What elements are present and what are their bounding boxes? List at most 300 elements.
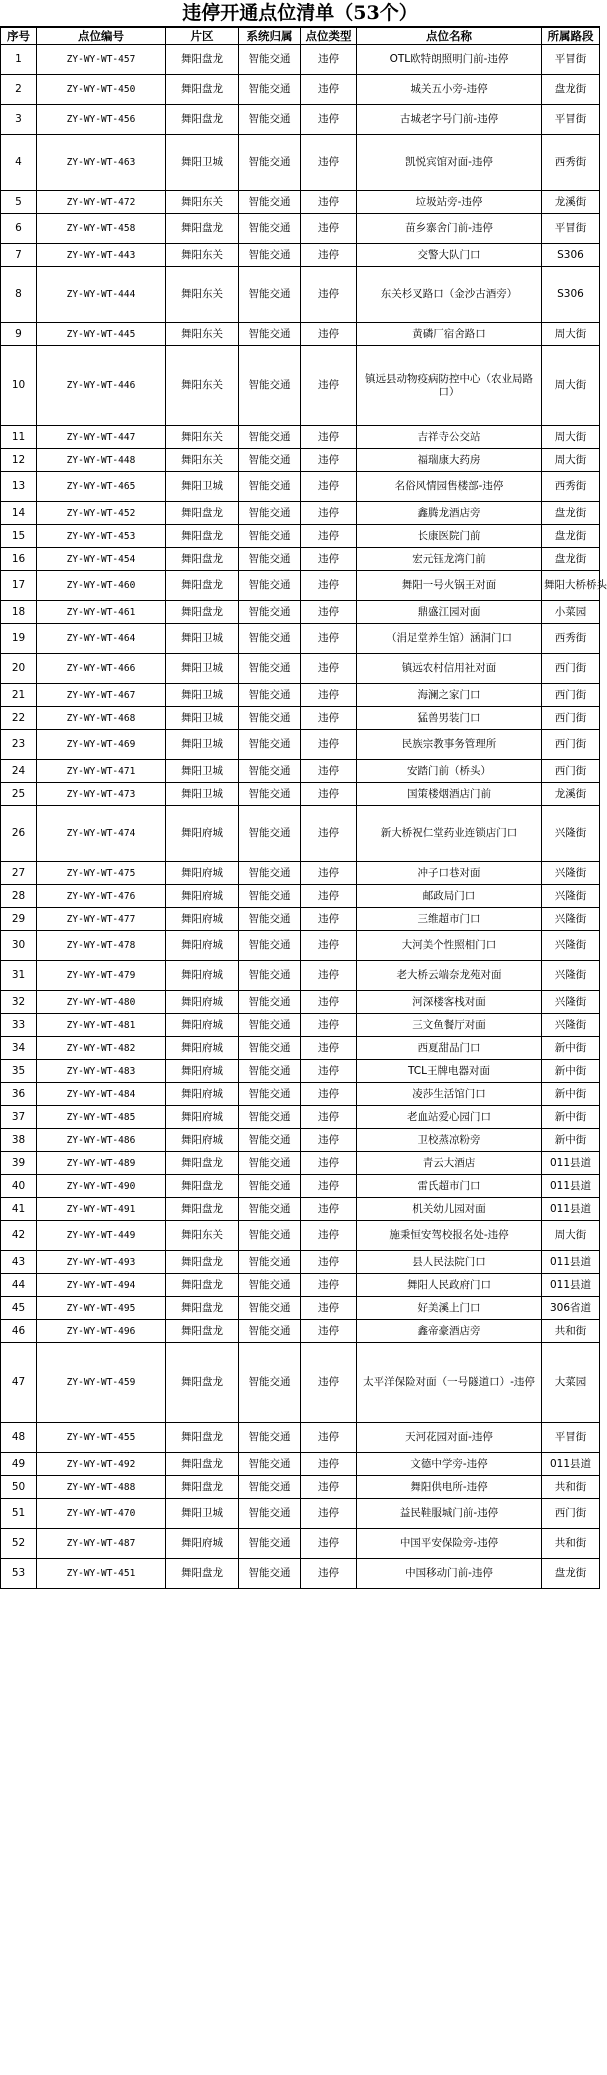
table-row	[1, 45, 600, 75]
cell-system: 智能交通	[239, 323, 301, 346]
cell-type: 违停	[301, 1423, 357, 1453]
header-area: 片区	[166, 28, 239, 45]
cell-area: 舞阳盘龙	[166, 45, 239, 75]
table-row	[1, 991, 600, 1014]
cell-road: 周大街	[542, 1221, 600, 1251]
cell-area: 舞阳府城	[166, 1014, 239, 1037]
cell-code: ZY-WY-WT-474	[37, 806, 166, 862]
cell-system: 智能交通	[239, 1251, 301, 1274]
cell-no: 20	[1, 654, 37, 684]
cell-type: 违停	[301, 472, 357, 502]
cell-no: 34	[1, 1037, 37, 1060]
cell-area: 舞阳盘龙	[166, 1274, 239, 1297]
cell-name: 镇远县动物疫病防控中心（农业局路口）	[357, 346, 542, 426]
cell-no: 51	[1, 1499, 37, 1529]
cell-name: 新大桥祝仁堂药业连锁店门口	[357, 806, 542, 862]
cell-system: 智能交通	[239, 908, 301, 931]
table-row	[1, 1297, 600, 1320]
cell-road: 舞阳大桥桥头	[542, 571, 600, 601]
cell-no: 27	[1, 862, 37, 885]
cell-area: 舞阳东关	[166, 244, 239, 267]
cell-no: 19	[1, 624, 37, 654]
cell-type: 违停	[301, 1129, 357, 1152]
cell-system: 智能交通	[239, 1106, 301, 1129]
cell-system: 智能交通	[239, 1152, 301, 1175]
cell-name: 鑫帝豪酒店旁	[357, 1320, 542, 1343]
cell-area: 舞阳盘龙	[166, 105, 239, 135]
cell-road: 周大街	[542, 323, 600, 346]
cell-area: 舞阳府城	[166, 931, 239, 961]
cell-code: ZY-WY-WT-479	[37, 961, 166, 991]
table-row	[1, 1129, 600, 1152]
cell-type: 违停	[301, 1060, 357, 1083]
cell-type: 违停	[301, 267, 357, 323]
header-system: 系统归属	[239, 28, 301, 45]
cell-no: 24	[1, 760, 37, 783]
cell-area: 舞阳盘龙	[166, 1559, 239, 1589]
cell-no: 47	[1, 1343, 37, 1423]
cell-road: 平冒街	[542, 45, 600, 75]
cell-code: ZY-WY-WT-466	[37, 654, 166, 684]
header-no: 序号	[1, 28, 37, 45]
table-row	[1, 1529, 600, 1559]
cell-code: ZY-WY-WT-450	[37, 75, 166, 105]
table-row	[1, 1198, 600, 1221]
cell-name: 舞阳供电所-违停	[357, 1476, 542, 1499]
cell-system: 智能交通	[239, 624, 301, 654]
cell-road: S306	[542, 267, 600, 323]
cell-road: 大菜园	[542, 1343, 600, 1423]
cell-type: 违停	[301, 525, 357, 548]
cell-no: 3	[1, 105, 37, 135]
cell-area: 舞阳东关	[166, 323, 239, 346]
cell-type: 违停	[301, 244, 357, 267]
cell-type: 违停	[301, 684, 357, 707]
cell-type: 违停	[301, 105, 357, 135]
cell-area: 舞阳东关	[166, 346, 239, 426]
cell-system: 智能交通	[239, 346, 301, 426]
cell-road: 周大街	[542, 346, 600, 426]
cell-name: 鑫腾龙酒店旁	[357, 502, 542, 525]
cell-code: ZY-WY-WT-485	[37, 1106, 166, 1129]
cell-area: 舞阳盘龙	[166, 214, 239, 244]
cell-no: 5	[1, 191, 37, 214]
table-row	[1, 783, 600, 806]
cell-road: 共和街	[542, 1529, 600, 1559]
table-row	[1, 75, 600, 105]
table-row	[1, 1221, 600, 1251]
cell-type: 违停	[301, 1014, 357, 1037]
cell-type: 违停	[301, 601, 357, 624]
cell-type: 违停	[301, 1274, 357, 1297]
table-row	[1, 1251, 600, 1274]
table-row	[1, 1476, 600, 1499]
cell-no: 17	[1, 571, 37, 601]
cell-code: ZY-WY-WT-460	[37, 571, 166, 601]
cell-road: 兴隆街	[542, 1014, 600, 1037]
cell-road: 盘龙街	[542, 502, 600, 525]
cell-type: 违停	[301, 346, 357, 426]
table-row	[1, 267, 600, 323]
cell-road: 平冒街	[542, 105, 600, 135]
cell-type: 违停	[301, 1529, 357, 1559]
cell-road: 011县道	[542, 1175, 600, 1198]
cell-system: 智能交通	[239, 244, 301, 267]
cell-type: 违停	[301, 1559, 357, 1589]
cell-type: 违停	[301, 1037, 357, 1060]
table-row	[1, 135, 600, 191]
cell-name: 益民鞋服城门前-违停	[357, 1499, 542, 1529]
cell-type: 违停	[301, 1476, 357, 1499]
table-row	[1, 323, 600, 346]
cell-no: 14	[1, 502, 37, 525]
cell-code: ZY-WY-WT-493	[37, 1251, 166, 1274]
cell-road: 兴隆街	[542, 862, 600, 885]
cell-road: 龙溪街	[542, 191, 600, 214]
table-row	[1, 502, 600, 525]
cell-code: ZY-WY-WT-478	[37, 931, 166, 961]
cell-type: 违停	[301, 1106, 357, 1129]
cell-name: 长康医院门前	[357, 525, 542, 548]
cell-road: 兴隆街	[542, 931, 600, 961]
table-row	[1, 1175, 600, 1198]
cell-type: 违停	[301, 1175, 357, 1198]
table-row	[1, 191, 600, 214]
cell-road: 共和街	[542, 1476, 600, 1499]
cell-no: 22	[1, 707, 37, 730]
cell-road: 周大街	[542, 449, 600, 472]
cell-type: 违停	[301, 45, 357, 75]
cell-name: 大河美个性照相门口	[357, 931, 542, 961]
cell-code: ZY-WY-WT-494	[37, 1274, 166, 1297]
cell-system: 智能交通	[239, 654, 301, 684]
cell-no: 30	[1, 931, 37, 961]
cell-area: 舞阳盘龙	[166, 1343, 239, 1423]
cell-no: 31	[1, 961, 37, 991]
cell-code: ZY-WY-WT-454	[37, 548, 166, 571]
cell-no: 50	[1, 1476, 37, 1499]
cell-area: 舞阳府城	[166, 908, 239, 931]
cell-system: 智能交通	[239, 730, 301, 760]
cell-system: 智能交通	[239, 267, 301, 323]
cell-code: ZY-WY-WT-489	[37, 1152, 166, 1175]
table-row	[1, 1083, 600, 1106]
cell-system: 智能交通	[239, 783, 301, 806]
cell-system: 智能交通	[239, 1320, 301, 1343]
cell-no: 32	[1, 991, 37, 1014]
cell-road: 新中街	[542, 1106, 600, 1129]
cell-code: ZY-WY-WT-471	[37, 760, 166, 783]
point-list-table	[0, 27, 607, 1589]
cell-area: 舞阳盘龙	[166, 525, 239, 548]
cell-road: 盘龙街	[542, 548, 600, 571]
cell-code: ZY-WY-WT-476	[37, 885, 166, 908]
cell-road: 兴隆街	[542, 961, 600, 991]
cell-type: 违停	[301, 654, 357, 684]
cell-code: ZY-WY-WT-458	[37, 214, 166, 244]
cell-road: 西门街	[542, 1499, 600, 1529]
cell-name: 黄磷厂宿舍路口	[357, 323, 542, 346]
cell-type: 违停	[301, 1297, 357, 1320]
cell-code: ZY-WY-WT-451	[37, 1559, 166, 1589]
table-row	[1, 730, 600, 760]
cell-no: 29	[1, 908, 37, 931]
cell-no: 26	[1, 806, 37, 862]
cell-type: 违停	[301, 760, 357, 783]
cell-system: 智能交通	[239, 684, 301, 707]
cell-code: ZY-WY-WT-477	[37, 908, 166, 931]
cell-area: 舞阳卫城	[166, 135, 239, 191]
table-body	[1, 45, 607, 1589]
cell-type: 违停	[301, 1343, 357, 1423]
cell-area: 舞阳府城	[166, 991, 239, 1014]
header-name: 点位名称	[357, 28, 542, 45]
cell-name: 猛兽男装门口	[357, 707, 542, 730]
cell-type: 违停	[301, 426, 357, 449]
cell-road: 盘龙街	[542, 1559, 600, 1589]
table-row	[1, 1559, 600, 1589]
cell-type: 违停	[301, 449, 357, 472]
cell-system: 智能交通	[239, 1083, 301, 1106]
cell-no: 46	[1, 1320, 37, 1343]
cell-type: 违停	[301, 135, 357, 191]
cell-code: ZY-WY-WT-469	[37, 730, 166, 760]
cell-type: 违停	[301, 991, 357, 1014]
cell-road: 龙溪街	[542, 783, 600, 806]
cell-area: 舞阳盘龙	[166, 502, 239, 525]
cell-area: 舞阳府城	[166, 1083, 239, 1106]
cell-name: 凯悦宾馆对面-违停	[357, 135, 542, 191]
cell-name: 鼎盛江园对面	[357, 601, 542, 624]
cell-road: 西门街	[542, 654, 600, 684]
cell-road: 兴隆街	[542, 806, 600, 862]
cell-area: 舞阳盘龙	[166, 571, 239, 601]
cell-name: 吉祥寺公交站	[357, 426, 542, 449]
cell-type: 违停	[301, 571, 357, 601]
cell-road: 西门街	[542, 760, 600, 783]
header-row	[1, 28, 600, 45]
cell-system: 智能交通	[239, 991, 301, 1014]
cell-type: 违停	[301, 1453, 357, 1476]
cell-code: ZY-WY-WT-490	[37, 1175, 166, 1198]
cell-area: 舞阳府城	[166, 806, 239, 862]
table-row	[1, 1106, 600, 1129]
cell-code: ZY-WY-WT-491	[37, 1198, 166, 1221]
table-row	[1, 1453, 600, 1476]
cell-area: 舞阳府城	[166, 961, 239, 991]
table-row	[1, 548, 600, 571]
cell-no: 21	[1, 684, 37, 707]
cell-system: 智能交通	[239, 806, 301, 862]
cell-area: 舞阳卫城	[166, 654, 239, 684]
cell-system: 智能交通	[239, 1559, 301, 1589]
table-row	[1, 806, 600, 862]
cell-type: 违停	[301, 730, 357, 760]
cell-name: 好美溪上门口	[357, 1297, 542, 1320]
cell-no: 49	[1, 1453, 37, 1476]
cell-system: 智能交通	[239, 75, 301, 105]
cell-no: 15	[1, 525, 37, 548]
cell-name: 宏元钰龙湾门前	[357, 548, 542, 571]
cell-system: 智能交通	[239, 707, 301, 730]
table-row	[1, 1152, 600, 1175]
table-row	[1, 1014, 600, 1037]
cell-system: 智能交通	[239, 862, 301, 885]
cell-area: 舞阳盘龙	[166, 1320, 239, 1343]
cell-area: 舞阳府城	[166, 1037, 239, 1060]
header-type: 点位类型	[301, 28, 357, 45]
table-row	[1, 707, 600, 730]
cell-system: 智能交通	[239, 449, 301, 472]
cell-area: 舞阳盘龙	[166, 75, 239, 105]
cell-road: 306省道	[542, 1297, 600, 1320]
cell-road: 小菜园	[542, 601, 600, 624]
cell-no: 25	[1, 783, 37, 806]
cell-code: ZY-WY-WT-446	[37, 346, 166, 426]
table-row	[1, 472, 600, 502]
cell-area: 舞阳卫城	[166, 707, 239, 730]
cell-no: 13	[1, 472, 37, 502]
cell-area: 舞阳卫城	[166, 730, 239, 760]
cell-code: ZY-WY-WT-470	[37, 1499, 166, 1529]
table-row	[1, 1060, 600, 1083]
cell-area: 舞阳东关	[166, 191, 239, 214]
cell-area: 舞阳盘龙	[166, 601, 239, 624]
cell-type: 违停	[301, 75, 357, 105]
cell-system: 智能交通	[239, 1129, 301, 1152]
cell-code: ZY-WY-WT-457	[37, 45, 166, 75]
cell-road: 盘龙街	[542, 525, 600, 548]
cell-code: ZY-WY-WT-482	[37, 1037, 166, 1060]
cell-no: 53	[1, 1559, 37, 1589]
cell-area: 舞阳卫城	[166, 1499, 239, 1529]
cell-code: ZY-WY-WT-464	[37, 624, 166, 654]
cell-area: 舞阳盘龙	[166, 1297, 239, 1320]
cell-name: 镇远农村信用社对面	[357, 654, 542, 684]
cell-road: 共和街	[542, 1320, 600, 1343]
cell-no: 9	[1, 323, 37, 346]
cell-no: 18	[1, 601, 37, 624]
table-row	[1, 908, 600, 931]
cell-type: 违停	[301, 908, 357, 931]
cell-area: 舞阳卫城	[166, 472, 239, 502]
cell-code: ZY-WY-WT-459	[37, 1343, 166, 1423]
table-row	[1, 426, 600, 449]
table-row	[1, 449, 600, 472]
cell-road: 西秀街	[542, 472, 600, 502]
cell-type: 违停	[301, 931, 357, 961]
cell-code: ZY-WY-WT-486	[37, 1129, 166, 1152]
cell-no: 7	[1, 244, 37, 267]
cell-no: 52	[1, 1529, 37, 1559]
table-row	[1, 862, 600, 885]
cell-code: ZY-WY-WT-484	[37, 1083, 166, 1106]
cell-no: 42	[1, 1221, 37, 1251]
cell-system: 智能交通	[239, 1221, 301, 1251]
cell-name: 中国平安保险旁-违停	[357, 1529, 542, 1559]
cell-name: 天河花园对面-违停	[357, 1423, 542, 1453]
table-row	[1, 1037, 600, 1060]
cell-name: 安踏门前（桥头）	[357, 760, 542, 783]
cell-name: 西夏甜品门口	[357, 1037, 542, 1060]
table-row	[1, 1499, 600, 1529]
cell-name: OTL欧特朗照明门前-违停	[357, 45, 542, 75]
cell-road: 盘龙街	[542, 75, 600, 105]
cell-no: 28	[1, 885, 37, 908]
cell-system: 智能交通	[239, 1529, 301, 1559]
cell-code: ZY-WY-WT-455	[37, 1423, 166, 1453]
cell-name: 冲子口巷对面	[357, 862, 542, 885]
table-row	[1, 1274, 600, 1297]
cell-name: 老大桥云端奈龙苑对面	[357, 961, 542, 991]
cell-code: ZY-WY-WT-495	[37, 1297, 166, 1320]
cell-code: ZY-WY-WT-445	[37, 323, 166, 346]
cell-code: ZY-WY-WT-472	[37, 191, 166, 214]
cell-no: 38	[1, 1129, 37, 1152]
cell-code: ZY-WY-WT-492	[37, 1453, 166, 1476]
cell-name: 古城老字号门前-违停	[357, 105, 542, 135]
cell-no: 16	[1, 548, 37, 571]
cell-code: ZY-WY-WT-480	[37, 991, 166, 1014]
cell-system: 智能交通	[239, 931, 301, 961]
cell-no: 48	[1, 1423, 37, 1453]
cell-code: ZY-WY-WT-475	[37, 862, 166, 885]
cell-no: 37	[1, 1106, 37, 1129]
cell-code: ZY-WY-WT-465	[37, 472, 166, 502]
table-row	[1, 105, 600, 135]
cell-code: ZY-WY-WT-461	[37, 601, 166, 624]
table-row	[1, 624, 600, 654]
cell-system: 智能交通	[239, 502, 301, 525]
cell-system: 智能交通	[239, 1175, 301, 1198]
cell-road: 西秀街	[542, 624, 600, 654]
table-row	[1, 525, 600, 548]
cell-system: 智能交通	[239, 191, 301, 214]
cell-code: ZY-WY-WT-481	[37, 1014, 166, 1037]
cell-type: 违停	[301, 806, 357, 862]
cell-road: 西门街	[542, 684, 600, 707]
cell-area: 舞阳府城	[166, 1060, 239, 1083]
cell-code: ZY-WY-WT-453	[37, 525, 166, 548]
cell-system: 智能交通	[239, 1453, 301, 1476]
cell-system: 智能交通	[239, 426, 301, 449]
cell-code: ZY-WY-WT-447	[37, 426, 166, 449]
cell-name: 河深楼客栈对面	[357, 991, 542, 1014]
cell-name: 东关杉叉路口（金沙古酒旁）	[357, 267, 542, 323]
cell-name: 舞阳人民政府门口	[357, 1274, 542, 1297]
cell-area: 舞阳盘龙	[166, 1476, 239, 1499]
cell-system: 智能交通	[239, 885, 301, 908]
cell-no: 39	[1, 1152, 37, 1175]
cell-system: 智能交通	[239, 1476, 301, 1499]
cell-no: 44	[1, 1274, 37, 1297]
cell-road: 兴隆街	[542, 885, 600, 908]
cell-type: 违停	[301, 214, 357, 244]
cell-no: 6	[1, 214, 37, 244]
header-code: 点位编号	[37, 28, 166, 45]
cell-type: 违停	[301, 862, 357, 885]
cell-road: 新中街	[542, 1129, 600, 1152]
cell-system: 智能交通	[239, 1499, 301, 1529]
cell-road: 011县道	[542, 1152, 600, 1175]
table-row	[1, 601, 600, 624]
cell-system: 智能交通	[239, 548, 301, 571]
cell-area: 舞阳盘龙	[166, 1251, 239, 1274]
cell-code: ZY-WY-WT-468	[37, 707, 166, 730]
page-title: 违停开通点位清单（53个）	[0, 0, 600, 27]
cell-no: 33	[1, 1014, 37, 1037]
cell-system: 智能交通	[239, 961, 301, 991]
